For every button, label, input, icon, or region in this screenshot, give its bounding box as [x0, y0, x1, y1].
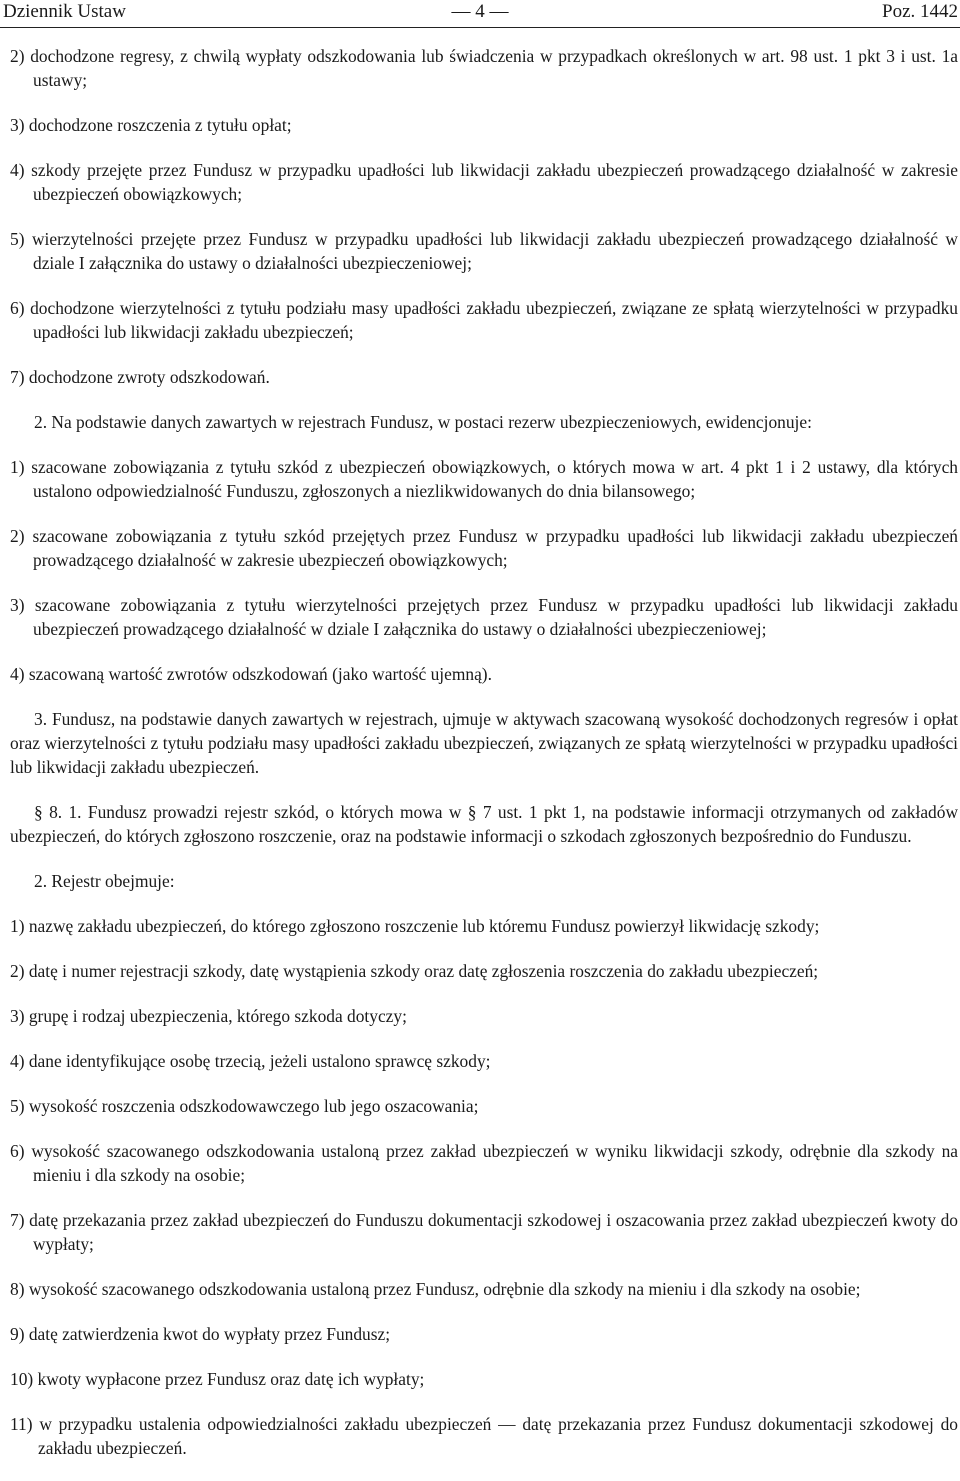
paragraph: 3. Fundusz, na podstawie danych zawartych w rejestrach, ujmuje w aktywach szacowaną wysokość dochodzonych regresów i opłat oraz wierzytelności z tytułu podziału masy upadłości zakładu ubezpieczeń, związanych ze spłatą wierzytelności w przypadku upadłości lub likwidacji zakładu ubezpieczeń. — [10, 709, 958, 777]
list-item: 6) dochodzone wierzytelności z tytułu podziału masy upadłości zakładu ubezpieczeń, związane ze spłatą wierzytelności w przypadku upadłości lub likwidacji zakładu ubezpieczeń; — [10, 298, 958, 342]
list-item: 5) wierzytelności przejęte przez Fundusz w przypadku upadłości lub likwidacji zakładu ubezpieczeń prowadzącego działalność w dziale I załącznika do ustawy o działalności ubezpieczeniowej; — [10, 229, 958, 273]
list-item: 10) kwoty wypłacone przez Fundusz oraz datę ich wypłaty; — [10, 1369, 425, 1389]
position-number: Poz. 1442 — [882, 1, 958, 22]
page-number: — 4 — — [451, 1, 509, 22]
journal-title: Dziennik Ustaw — [3, 1, 126, 22]
document-body — [10, 44, 958, 1481]
list-item: 8) wysokość szacowanego odszkodowania ustaloną przez Fundusz, odrębnie dla szkody na mieniu i dla szkody na osobie; — [10, 1279, 861, 1299]
section-paragraph: § 8. 1. Fundusz prowadzi rejestr szkód, o których mowa w § 7 ust. 1 pkt 1, na podstawie informacji otrzymanych od zakładów ubezpieczeń, do których zgłoszono roszczenie, oraz na podstawie informacji o szkodach zgłoszonych bezpośrednio do Funduszu. — [10, 802, 958, 846]
list-item: 3) grupę i rodzaj ubezpieczenia, którego szkoda dotyczy; — [10, 1006, 407, 1026]
list-item: 6) wysokość szacowanego odszkodowania ustaloną przez zakład ubezpieczeń w wyniku likwidacji szkody, odrębnie dla szkody na mieniu i dla szkody na osobie; — [10, 1141, 958, 1185]
list-item: 3) dochodzone roszczenia z tytułu opłat; — [10, 115, 292, 135]
list-item: 4) dane identyfikujące osobę trzecią, jeżeli ustalono sprawcę szkody; — [10, 1051, 491, 1071]
list-item: 2) datę i numer rejestracji szkody, datę wystąpienia szkody oraz datę zgłoszenia roszczenia do zakładu ubezpieczeń; — [10, 961, 819, 981]
paragraph: 2. Na podstawie danych zawartych w rejestrach Fundusz, w postaci rezerw ubezpieczeniowych, ewidencjonuje: — [34, 412, 812, 432]
list-item: 3) szacowane zobowiązania z tytułu wierzytelności przejętych przez Fundusz w przypadku upadłości lub likwidacji zakładu ubezpieczeń prowadzącego działalność w dziale I załącznika do ustawy o działalności ubezpieczeniowej; — [10, 595, 958, 639]
list-item: 5) wysokość roszczenia odszkodowawczego lub jego oszacowania; — [10, 1096, 479, 1116]
page-header — [0, 0, 960, 28]
list-item: 2) dochodzone regresy, z chwilą wypłaty odszkodowania lub świadczenia w przypadkach określonych w art. 98 ust. 1 pkt 3 i ust. 1a ustawy; — [10, 46, 958, 90]
list-item: 2) szacowane zobowiązania z tytułu szkód przejętych przez Fundusz w przypadku upadłości lub likwidacji zakładu ubezpieczeń prowadzącego działalność w zakresie ubezpieczeń obowiązkowych; — [10, 526, 958, 570]
list-item: 1) nazwę zakładu ubezpieczeń, do którego zgłoszono roszczenie lub któremu Fundusz powierzył likwidację szkody; — [10, 916, 820, 936]
list-item: 9) datę zatwierdzenia kwot do wypłaty przez Fundusz; — [10, 1324, 391, 1344]
list-item: 1) szacowane zobowiązania z tytułu szkód z ubezpieczeń obowiązkowych, o których mowa w art. 4 pkt 1 i 2 ustawy, dla których ustalono odpowiedzialność Funduszu, zgłoszonych a niezlikwidowanych do dnia bilansowego; — [10, 457, 958, 501]
list-item: 7) dochodzone zwroty odszkodowań. — [10, 367, 270, 387]
list-item: 4) szkody przejęte przez Fundusz w przypadku upadłości lub likwidacji zakładu ubezpieczeń prowadzącego działalność w zakresie ubezpieczeń obowiązkowych; — [10, 160, 958, 204]
list-item: 7) datę przekazania przez zakład ubezpieczeń do Funduszu dokumentacji szkodowej i oszacowania przez zakład ubezpieczeń kwoty do wypłaty; — [10, 1210, 958, 1254]
list-item: 4) szacowaną wartość zwrotów odszkodowań (jako wartość ujemną). — [10, 664, 492, 684]
paragraph: 2. Rejestr obejmuje: — [34, 871, 175, 891]
list-item: 11) w przypadku ustalenia odpowiedzialności zakładu ubezpieczeń — datę przekazania przez Fundusz dokumentacji szkodowej do zakładu ubezpieczeń. — [10, 1414, 958, 1458]
